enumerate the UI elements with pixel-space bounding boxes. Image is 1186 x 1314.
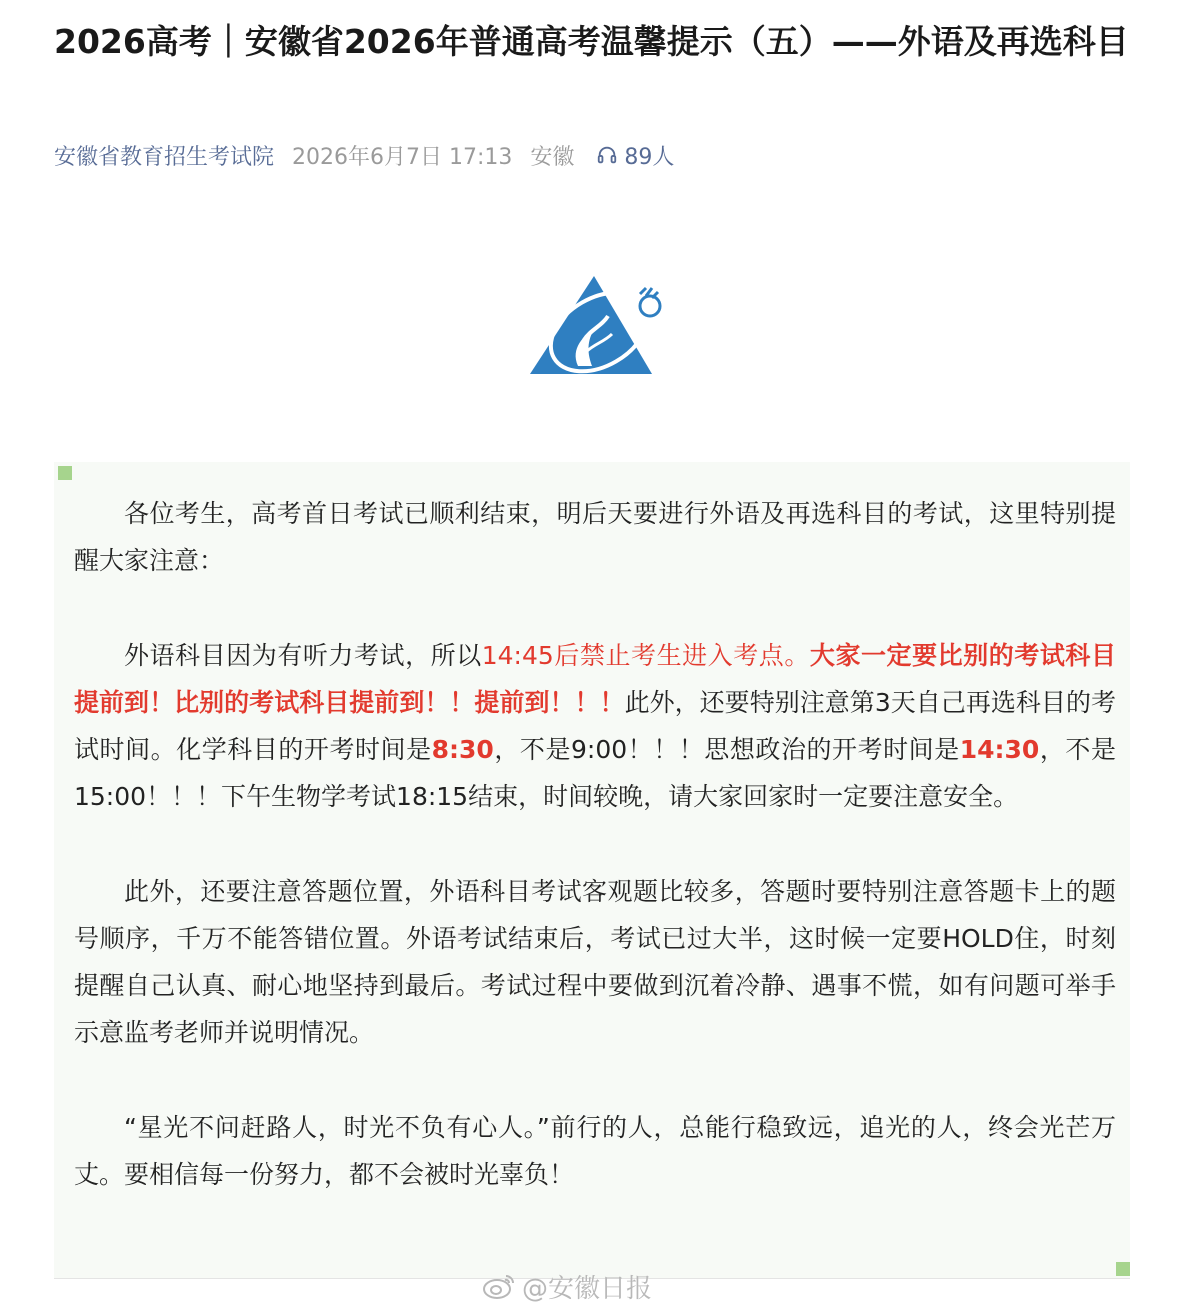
watermark-text: @安徽日报: [522, 1273, 653, 1304]
publish-location: 安徽: [530, 144, 575, 170]
p2-highlight-deadline: 14:45后禁止考生进入考点。: [481, 641, 810, 670]
paragraph-answer-position: 此外，还要注意答题位置，外语科目考试客观题比较多，答题时要特别注意答题卡上的题号顺序，千万不能答错位置。外语考试结束后，考试已过大半，这时候一定要HOLD住，时刻提醒自己认真、耐心地坚持到最后。考试过程中要做到沉着冷静、遇事不慌，如有问题可举手示意监考老师并说明情况。: [74, 877, 1116, 1047]
p2-text-4: ，不是15:00！！！下午生物学考试18:15结束，时间较晚，请大家回家时一定要注意安全。: [74, 735, 1116, 811]
listen-count: 89人: [624, 144, 675, 170]
article-title: 2026高考｜安徽省2026年普通高考温馨提示（五）——外语及再选科目: [54, 22, 1129, 61]
paragraph-encouragement: “星光不问赶路人，时光不负有心人。”前行的人，总能行稳致远，追光的人，终会光芒万丈。要相信每一份努力，都不会被时光辜负！: [74, 1113, 1116, 1189]
source-account-link[interactable]: 安徽省教育招生考试院: [54, 144, 275, 170]
p2-highlight-chemistry-time: 8:30: [431, 735, 494, 764]
paragraph-foreign-language: [74, 632, 1116, 820]
listen-button[interactable]: [596, 140, 674, 171]
paragraph-intro: 各位考生，高考首日考试已顺利结束，明后天要进行外语及再选科目的考试，这里特别提醒大家注意：: [74, 499, 1116, 575]
headphones-icon: [596, 144, 618, 166]
weibo-watermark: [482, 1264, 652, 1308]
p2-highlight-politics-time: 14:30: [959, 735, 1040, 764]
exam-institute-logo: [526, 270, 672, 380]
p2-text-1: 外语科目因为有听力考试，所以: [124, 641, 482, 670]
panel-corner-decoration-top: [58, 466, 72, 480]
p2-text-3: ，不是9:00！！！思想政治的开考时间是: [493, 735, 960, 764]
p2-text-2: 此外，还要特别注意第3天自己再选科目的考试时间。化学科目的开考时间是: [74, 688, 1116, 764]
weibo-icon: [482, 1272, 516, 1300]
p2-highlight-arrive-early: 大家一定要比别的考试科目提前到！比别的考试科目提前到！！提前到！！！: [74, 641, 1116, 717]
panel-corner-decoration-bottom: [1116, 1262, 1130, 1276]
article-body: [74, 490, 1116, 1246]
publish-time: 2026年6月7日 17:13: [292, 144, 513, 170]
article-meta: [54, 138, 674, 172]
